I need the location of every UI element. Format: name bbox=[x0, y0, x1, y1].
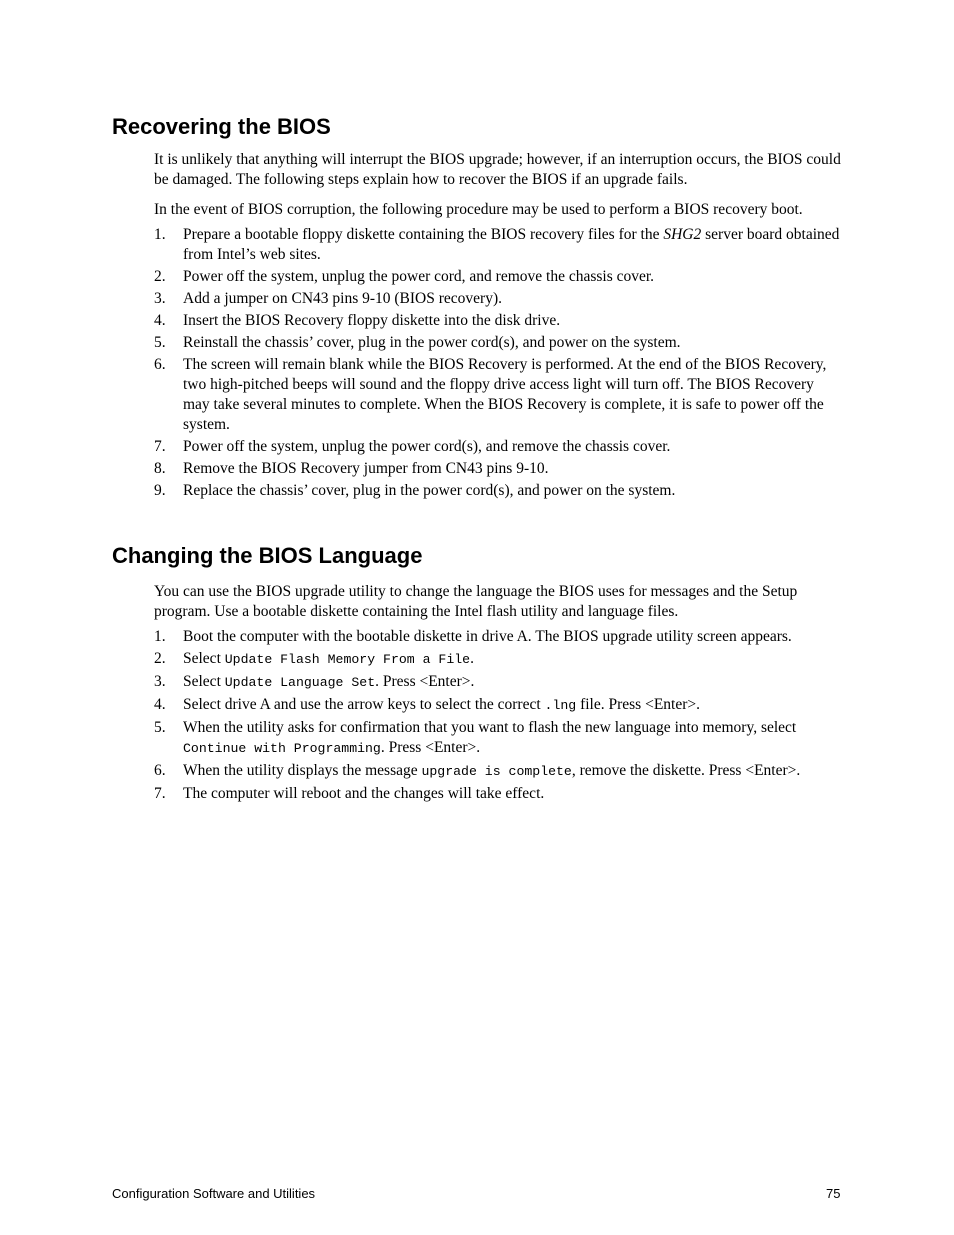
step-number: 9. bbox=[154, 482, 166, 499]
step-number: 5. bbox=[154, 334, 166, 351]
step-text: Add a jumper on CN43 pins 9-10 (BIOS recovery). bbox=[183, 290, 502, 307]
step-code: upgrade is complete bbox=[421, 764, 572, 779]
list-item bbox=[154, 784, 844, 804]
step-number: 6. bbox=[154, 356, 166, 373]
step-number: 6. bbox=[154, 762, 166, 779]
step-number: 7. bbox=[154, 438, 166, 455]
list-item bbox=[154, 289, 844, 309]
step-number: 1. bbox=[154, 628, 166, 645]
step-number: 3. bbox=[154, 673, 166, 690]
step-text: . Press <Enter>. bbox=[375, 673, 475, 690]
paragraph: It is unlikely that anything will interrupt the BIOS upgrade; however, if an interruption occurs, the BIOS could be damaged. The following steps explain how to recover the BIOS if an upgrade fails. bbox=[154, 151, 841, 188]
list-item bbox=[154, 459, 844, 479]
step-text: Select drive A and use the arrow keys to select the correct bbox=[183, 696, 545, 713]
step-text: file. Press <Enter>. bbox=[576, 696, 701, 713]
language-steps-list bbox=[154, 627, 844, 804]
list-item bbox=[154, 333, 844, 353]
footer-title: Configuration Software and Utilities bbox=[112, 1186, 316, 1201]
step-text: Power off the system, unplug the power cord, and remove the chassis cover. bbox=[183, 268, 655, 285]
step-text: server board obtained from Intel’s web sites. bbox=[183, 226, 840, 263]
list-item bbox=[154, 355, 844, 435]
step-text: Prepare a bootable floppy diskette containing the BIOS recovery files for the bbox=[183, 226, 664, 243]
step-text: When the utility asks for confirmation that you want to flash the new language into memory, select bbox=[183, 719, 797, 736]
section-changing-bios-language-body bbox=[154, 582, 844, 806]
list-item bbox=[154, 627, 844, 647]
step-text: Select bbox=[183, 650, 225, 667]
step-number: 4. bbox=[154, 312, 166, 329]
list-item bbox=[154, 718, 844, 759]
section-heading-recovering-bios: Recovering the BIOS bbox=[112, 114, 331, 139]
step-text: Remove the BIOS Recovery jumper from CN43 pins 9-10. bbox=[183, 460, 549, 477]
step-text: Select bbox=[183, 673, 225, 690]
step-number: 8. bbox=[154, 460, 166, 477]
step-text: Power off the system, unplug the power cord(s), and remove the chassis cover. bbox=[183, 438, 671, 455]
step-number: 2. bbox=[154, 650, 166, 667]
list-item bbox=[154, 649, 844, 670]
list-item bbox=[154, 267, 844, 287]
step-code: Update Flash Memory From a File bbox=[224, 652, 471, 667]
list-item bbox=[154, 225, 844, 265]
page-number: 75 bbox=[826, 1186, 841, 1201]
section-heading-changing-bios-language: Changing the BIOS Language bbox=[112, 543, 423, 568]
paragraph: You can use the BIOS upgrade utility to change the language the BIOS uses for messages and the Setup program. Use a bootable diskette containing the Intel flash utility and language files. bbox=[154, 583, 798, 620]
step-text: The computer will reboot and the changes will take effect. bbox=[183, 785, 545, 802]
step-text: Boot the computer with the bootable diskette in drive A. The BIOS upgrade utility screen appears. bbox=[183, 628, 792, 645]
step-code: Continue with Programming bbox=[183, 741, 381, 756]
step-text: , remove the diskette. Press <Enter>. bbox=[571, 762, 801, 779]
step-number: 4. bbox=[154, 696, 166, 713]
step-text: Reinstall the chassis’ cover, plug in the power cord(s), and power on the system. bbox=[183, 334, 681, 351]
step-number: 5. bbox=[154, 719, 166, 736]
step-code: Update Language Set bbox=[224, 675, 376, 690]
section-recovering-bios-body bbox=[154, 150, 844, 503]
list-item bbox=[154, 695, 844, 716]
step-text: Insert the BIOS Recovery floppy diskette into the disk drive. bbox=[183, 312, 561, 329]
step-number: 1. bbox=[154, 226, 166, 243]
list-item bbox=[154, 672, 844, 693]
recovery-steps-list bbox=[154, 225, 844, 501]
step-text: . bbox=[470, 650, 474, 667]
list-item bbox=[154, 481, 844, 501]
step-code: .lng bbox=[544, 698, 577, 713]
list-item bbox=[154, 437, 844, 457]
list-item bbox=[154, 761, 844, 782]
list-item bbox=[154, 311, 844, 331]
step-text: When the utility displays the message bbox=[183, 762, 422, 779]
step-number: 3. bbox=[154, 290, 166, 307]
paragraph: In the event of BIOS corruption, the following procedure may be used to perform a BIOS recovery boot. bbox=[154, 201, 803, 218]
step-number: 2. bbox=[154, 268, 166, 285]
step-text: Replace the chassis’ cover, plug in the power cord(s), and power on the system. bbox=[183, 482, 676, 499]
step-number: 7. bbox=[154, 785, 166, 802]
step-text: . Press <Enter>. bbox=[380, 739, 481, 756]
step-emphasis: SHG2 bbox=[663, 226, 702, 243]
step-text: The screen will remain blank while the BIOS Recovery is performed. At the end of the BIOS Recovery, two high-pitched beeps will sound and the floppy drive access light will turn off. The BIOS Recovery may take several minutes to complete. When the BIOS Recovery is complete, it is safe to power off the system. bbox=[183, 356, 827, 433]
